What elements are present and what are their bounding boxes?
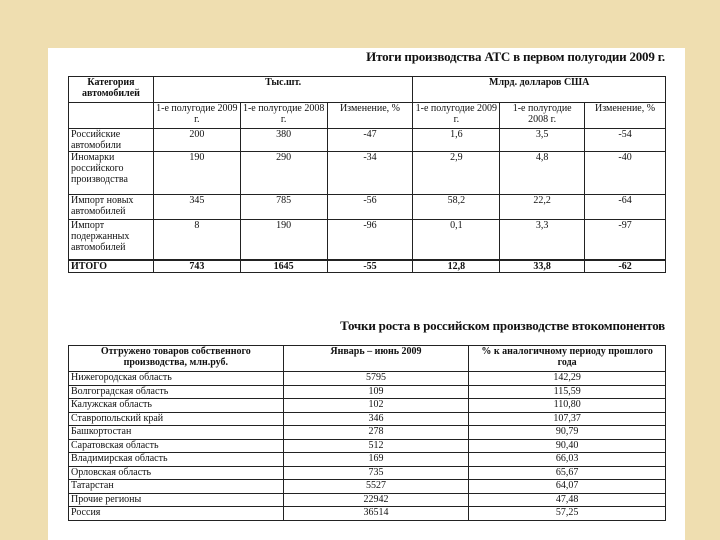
subheader: 1-е полугодие 2009 г. (413, 103, 500, 129)
percent-cell: 57,25 (469, 507, 666, 521)
total-value: -62 (585, 260, 666, 273)
regions-table (68, 345, 666, 521)
table-row (69, 195, 666, 220)
percent-cell: 66,03 (469, 453, 666, 467)
value-cell: 512 (283, 439, 469, 453)
table-row (69, 480, 666, 494)
subheader: Изменение, % (585, 103, 666, 129)
region-cell: Прочие регионы (69, 493, 284, 507)
subheader: 1-е полугодие 2008 г. (240, 103, 327, 129)
percent-cell: 142,29 (469, 372, 666, 386)
value-cell: 290 (240, 152, 327, 195)
value-cell: 58,2 (413, 195, 500, 220)
value-cell: 190 (153, 152, 240, 195)
header-category: Категория автомобилей (69, 77, 154, 103)
header-period: Январь – июнь 2009 (283, 346, 469, 372)
value-cell: 102 (283, 399, 469, 413)
total-value: -55 (327, 260, 413, 273)
header-usd: Млрд. долларов США (413, 77, 666, 103)
region-cell: Волгоградская область (69, 385, 284, 399)
category-cell: Импорт подержанных автомобилей (69, 220, 154, 260)
value-cell: -64 (585, 195, 666, 220)
total-value: 1645 (240, 260, 327, 273)
category-cell: Импорт новых автомобилей (69, 195, 154, 220)
subheader: 1-е полугодие 2009 г. (153, 103, 240, 129)
table-row (69, 412, 666, 426)
region-cell: Россия (69, 507, 284, 521)
value-cell: 2,9 (413, 152, 500, 195)
value-cell: 5795 (283, 372, 469, 386)
total-row (69, 260, 666, 273)
value-cell: -34 (327, 152, 413, 195)
slide-content (48, 48, 685, 540)
value-cell: 109 (283, 385, 469, 399)
region-cell: Ставропольский край (69, 412, 284, 426)
table-row (69, 372, 666, 386)
value-cell: 735 (283, 466, 469, 480)
region-cell: Орловская область (69, 466, 284, 480)
subheader: 1-е полугодие 2008 г. (500, 103, 585, 129)
value-cell: -97 (585, 220, 666, 260)
production-table (68, 76, 666, 273)
region-cell: Саратовская область (69, 439, 284, 453)
total-value: 743 (153, 260, 240, 273)
table-row (69, 466, 666, 480)
total-value: 33,8 (500, 260, 585, 273)
value-cell: 0,1 (413, 220, 500, 260)
header-percent: % к аналогичному периоду прошлого года (469, 346, 666, 372)
value-cell: 36514 (283, 507, 469, 521)
value-cell: 1,6 (413, 129, 500, 152)
percent-cell: 64,07 (469, 480, 666, 494)
percent-cell: 115,59 (469, 385, 666, 399)
value-cell: -40 (585, 152, 666, 195)
table-row (69, 453, 666, 467)
table1-title: Итоги производства АТС в первом полугодии 2009 г. (366, 49, 665, 64)
table2-title: Точки роста в российском производстве втокомпонентов (340, 318, 665, 333)
table-row (69, 493, 666, 507)
category-cell: Иномарки российского производства (69, 152, 154, 195)
region-cell: Калужская область (69, 399, 284, 413)
empty-cell (69, 103, 154, 129)
value-cell: 22942 (283, 493, 469, 507)
subheader: Изменение, % (327, 103, 413, 129)
value-cell: 190 (240, 220, 327, 260)
category-cell: Российские автомобили (69, 129, 154, 152)
total-value: 12,8 (413, 260, 500, 273)
percent-cell: 110,80 (469, 399, 666, 413)
value-cell: 5527 (283, 480, 469, 494)
percent-cell: 90,79 (469, 426, 666, 440)
value-cell: 785 (240, 195, 327, 220)
percent-cell: 90,40 (469, 439, 666, 453)
value-cell: 4,8 (500, 152, 585, 195)
table-row (69, 439, 666, 453)
table-row (69, 507, 666, 521)
region-cell: Башкортостан (69, 426, 284, 440)
value-cell: 169 (283, 453, 469, 467)
percent-cell: 65,67 (469, 466, 666, 480)
percent-cell: 107,37 (469, 412, 666, 426)
table-row (69, 152, 666, 195)
header-region: Отгружено товаров собственного производства, млн.руб. (69, 346, 284, 372)
table-row (69, 399, 666, 413)
table-row (69, 129, 666, 152)
value-cell: 3,5 (500, 129, 585, 152)
table-row (69, 220, 666, 260)
value-cell: 380 (240, 129, 327, 152)
header-units: Тыс.шт. (153, 77, 413, 103)
value-cell: 8 (153, 220, 240, 260)
region-cell: Татарстан (69, 480, 284, 494)
region-cell: Владимирская область (69, 453, 284, 467)
value-cell: 278 (283, 426, 469, 440)
value-cell: 3,3 (500, 220, 585, 260)
value-cell: -47 (327, 129, 413, 152)
value-cell: 346 (283, 412, 469, 426)
total-label: ИТОГО (69, 260, 154, 273)
value-cell: -56 (327, 195, 413, 220)
value-cell: 22,2 (500, 195, 585, 220)
value-cell: -54 (585, 129, 666, 152)
value-cell: 200 (153, 129, 240, 152)
value-cell: -96 (327, 220, 413, 260)
percent-cell: 47,48 (469, 493, 666, 507)
table-row (69, 385, 666, 399)
region-cell: Нижегородская область (69, 372, 284, 386)
value-cell: 345 (153, 195, 240, 220)
table-row (69, 426, 666, 440)
